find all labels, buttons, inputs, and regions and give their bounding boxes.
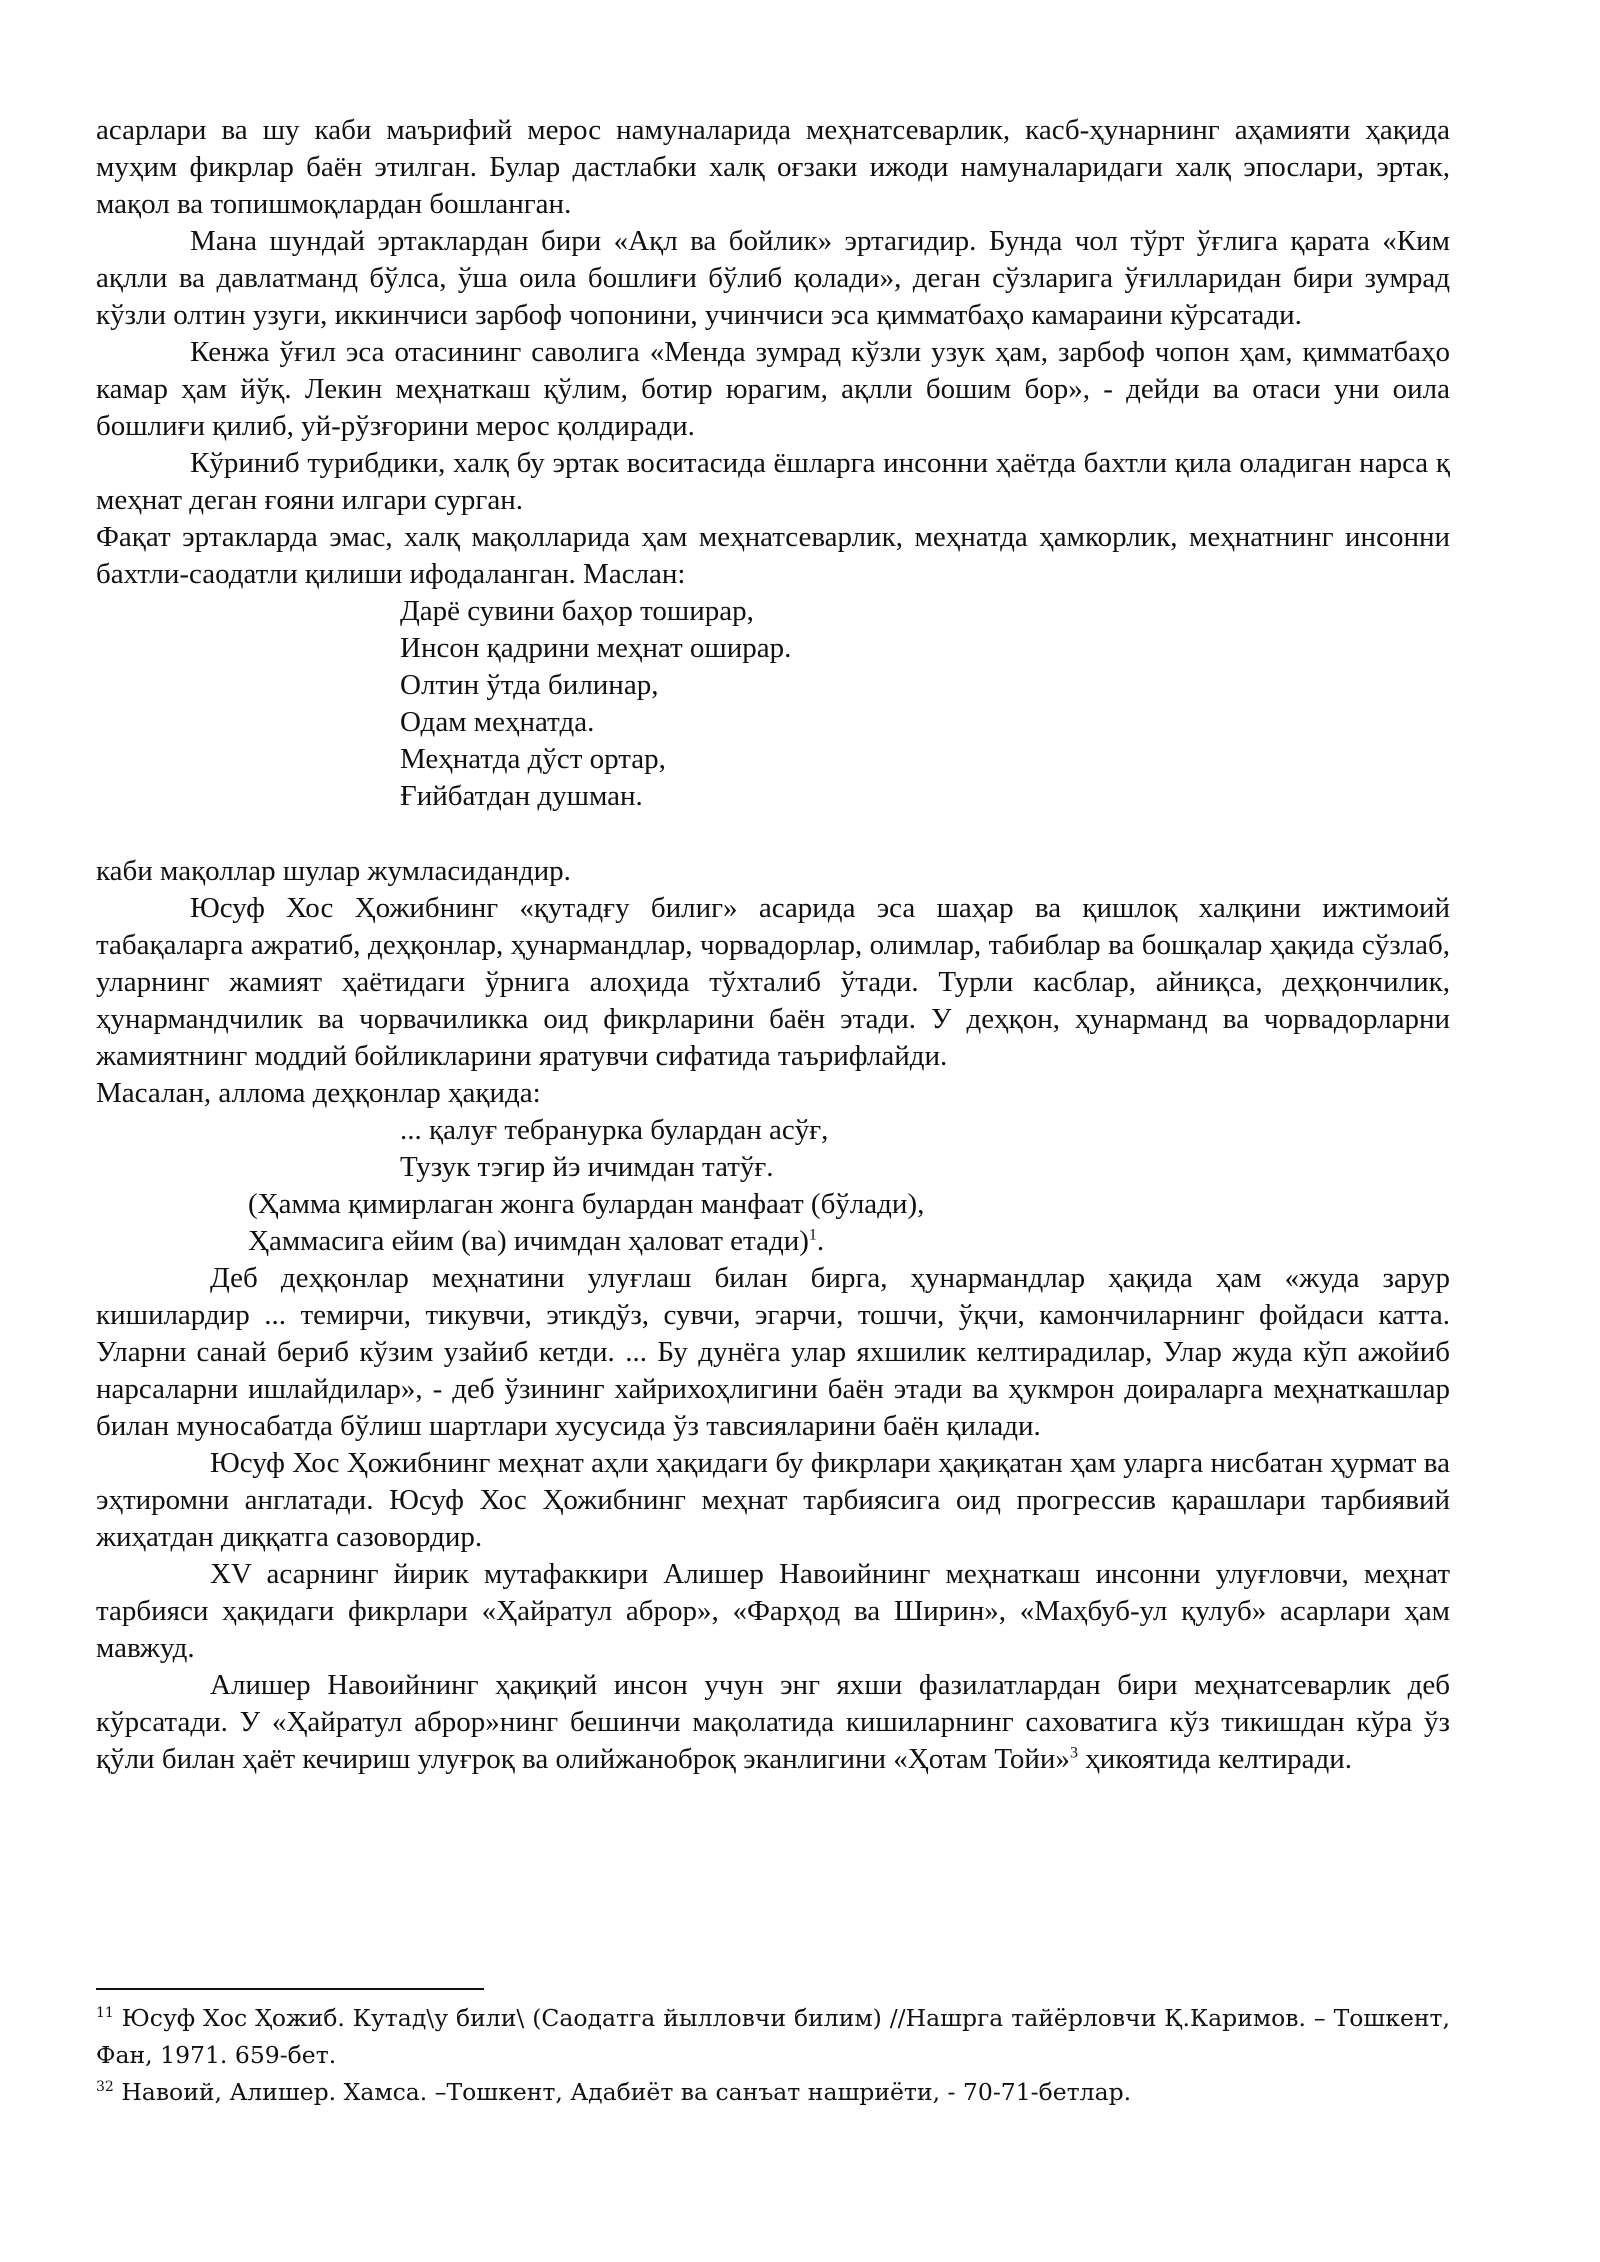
paragraph-12 [96, 1667, 1450, 1778]
paragraph-11: XV асарнинг йирик мутафаккири Алишер Навоийнинг меҳнаткаш инсонни улуғловчи, меҳнат тарбияси ҳақидаги фикрлари «Ҳайратул аброр», «Фарҳод ва Ширин», «Маҳбуб-ул қулуб» асарлари ҳам мавжуд. [96, 1558, 1450, 1664]
paragraph-9: Деб деҳқонлар меҳнатини улуғлаш билан бирга, ҳунармандлар ҳақида ҳам «жуда зарур кишилардир ... темирчи, тикувчи, этикдўз, сувчи, эгарчи, тошчи, ўқчи, камончиларнинг фойдаси катта. Уларни санай бериб кўзим узайиб кетди. ... Бу дунёга улар яхшилик келтирадилар, Улар жуда кўп ажойиб нарсаларни ишлайдилар», - деб ўзининг хайрихоҳлигини баён этади ва ҳукмрон доираларга меҳнаткашлар билан муносабатда бўлиш шартлари хусусида ўз тавсияларини баён қилади. [96, 1262, 1450, 1442]
proverb-block [96, 593, 1450, 815]
footnote-text: Навоий, Алишер. Хамса. –Тошкент, Адабиёт ва санъат нашриёти, - 70-71-бетлар. [121, 2078, 1132, 2106]
quote-end: . [816, 1225, 825, 1257]
quote-line: Тузук тэгир йэ ичимдан татўғ. [400, 1151, 774, 1183]
footnote-ref[interactable]: 1 [808, 1226, 817, 1244]
footnote-1 [96, 2000, 1450, 2074]
quote-text: Ҳаммасига ейим (ва) ичимдан ҳаловат етади) [248, 1225, 809, 1257]
footnote-2 [96, 2074, 1450, 2111]
paragraph-2: Мана шундай эртаклардан бири «Ақл ва бойлик» эртагидир. Бунда чол тўрт ўғлига қарата «Ким ақлли ва давлатманд бўлса, ўша оила бошлиғи бўлиб қолади», деган сўзларига ўғилларидан бири зумрад кўзли олтин узуги, иккинчиси зарбоф чопонини, учинчиси эса қимматбаҳо камараини кўрсатади. [96, 225, 1450, 331]
paragraph-3: Кенжа ўғил эса отасининг саволига «Менда зумрад кўзли узук ҳам, зарбоф чопон ҳам, қимматбаҳо камар ҳам йўқ. Лекин меҳнаткаш қўлим, ботир юрагим, ақлли бошим бор», - дейди ва отаси уни оила бошлиғи қилиб, уй-рўзғорини мерос қолдиради. [96, 336, 1450, 442]
paragraph-6: каби мақоллар шулар жумласидандир. [96, 855, 571, 887]
paragraph-7: Юсуф Хос Ҳожибнинг «қутадғу билиг» асарида эса шаҳар ва қишлоқ халқини ижтимоий табақаларга ажратиб, деҳқонлар, ҳунармандлар, чорвадорлар, олимлар, табиблар ва бошқалар ҳақида сўзлаб, уларнинг жамият ҳаётидаги ўрнига алоҳида тўхталиб ўтади. Турли касблар, айниқса, деҳқончилик, ҳунармандчилик ва чорвачиликка оид фикрларини баён этади. У деҳқон, ҳунарманд ва чорвадорларни жамиятнинг моддий бойликларини яратувчи сифатида таърифлайди. [96, 892, 1450, 1072]
footnote-separator [96, 1988, 484, 1990]
document-body [96, 112, 1450, 1778]
paragraph-10: Юсуф Хос Ҳожибнинг меҳнат аҳли ҳақидаги бу фикрлари ҳақиқатан ҳам уларга нисбатан ҳурмат ва эҳтиромни англатади. Юсуф Хос Ҳожибнинг меҳнат тарбиясига оид прогрессив қарашлари тарбиявий жиҳатдан диққатга сазовордир. [96, 1447, 1450, 1553]
proverb-line: Ғийбатдан душман. [400, 780, 643, 812]
footnote-ref[interactable]: 3 [1069, 1744, 1078, 1762]
footnotes [96, 2000, 1450, 2111]
quote-block [96, 1112, 1450, 1260]
spacer [96, 815, 1450, 853]
paragraph-1: асарлари ва шу каби маърифий мерос намуналарида меҳнатсеварлик, касб-ҳунарнинг аҳамияти ҳақида муҳим фикрлар баён этилган. Булар дастлабки халқ оғзаки ижоди намуналаридаги халқ эпослари, эртак, мақол ва топишмоқлардан бошланган. [96, 114, 1450, 220]
paragraph-5: Фақат эртакларда эмас, халқ мақолларида ҳам меҳнатсеварлик, меҳнатда ҳамкорлик, меҳнатнинг инсонни бахтли-саодатли қилиши ифодаланган. Маслан: [96, 521, 1450, 590]
quote-line: ... қалуғ тебранурка булардан асўғ, [400, 1114, 829, 1146]
paragraph-12-end: ҳикоятида келтиради. [1085, 1743, 1352, 1775]
paragraph-8: Масалан, аллома деҳқонлар ҳақида: [96, 1077, 541, 1109]
footnote-text: Юсуф Хос Ҳожиб. Кутад\у били\ (Саодатга йылловчи билим) //Нашрга тайёрловчи Қ.Каримов. – Тошкент, Фан, 1971. 659-бет. [96, 2004, 1450, 2069]
paragraph-4: Кўриниб турибдики, халқ бу эртак воситасида ёшларга инсонни ҳаётда бахтли қила оладиган нарса қ меҳнат деган ғояни илгари сурган. [96, 447, 1450, 516]
footnote-mark: 32 [96, 2079, 114, 2096]
footnote-mark: 11 [96, 2005, 114, 2022]
proverb-line: Меҳнатда дўст ортар, [400, 743, 666, 775]
proverb-line: Дарё сувини баҳор тоширар, [400, 595, 754, 627]
quote-line: (Ҳамма қимирлаган жонга булардан манфаат (бўлади), [248, 1188, 925, 1220]
quote-line-with-footnote [96, 1223, 1450, 1260]
proverb-line: Инсон қадрини меҳнат оширар. [400, 632, 792, 664]
paragraph-12-text: Алишер Навоийнинг ҳақиқий инсон учун энг яхши фазилатлардан бири меҳнатсеварлик деб кўрсатади. У «Ҳайратул аброр»нинг бешинчи мақолатида кишиларнинг саховатига кўз тикишдан кўра ўз қўли билан ҳаёт кечириш улуғроқ ва олийжаноброқ эканлигини «Ҳотам Тойи» [96, 1669, 1450, 1775]
proverb-line: Одам меҳнатда. [400, 706, 595, 738]
proverb-line: Олтин ўтда билинар, [400, 669, 659, 701]
